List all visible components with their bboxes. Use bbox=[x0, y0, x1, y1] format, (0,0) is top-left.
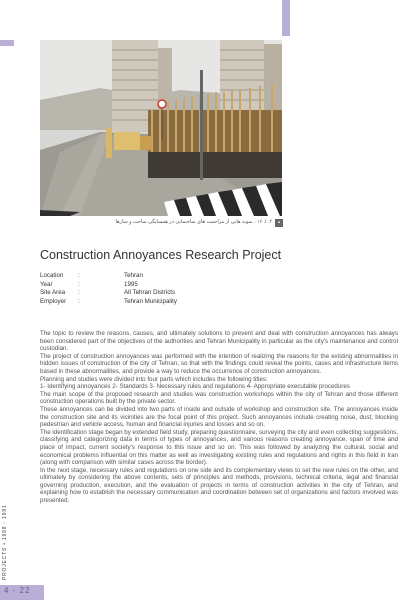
info-row-year bbox=[40, 281, 177, 290]
body-paragraph: Planning and studies were divided into four parts which includes the following titles: bbox=[40, 375, 268, 383]
vertical-section-label: PROJECTS • 1988 - 1991 bbox=[2, 504, 8, 580]
info-label: Employer bbox=[40, 297, 67, 305]
info-separator: : bbox=[78, 280, 80, 288]
info-row-site-area bbox=[40, 289, 177, 298]
accent-bar-left bbox=[0, 40, 14, 46]
body-paragraph: The main scope of the proposed research and studies was construction workshops within the city of Tehran and those different construction operations built by the private sector. bbox=[40, 390, 398, 406]
info-value: 1995 bbox=[124, 280, 138, 288]
caption-marker-icon: ▪ bbox=[275, 219, 283, 227]
project-description bbox=[40, 330, 398, 505]
page-number: 4 - 22 bbox=[4, 586, 31, 595]
body-paragraph: The identification stage began by extended field study, preparing questionnaire, surveying the city and even collecting suggestions, classifying and categorizing data in terms of types of annoyances, and various reasons creating annoyance, span of time and place of impact, current society's response to this issue and so on. This was followed by analyzing the cultural, social and economical problems influential on this matter as well as investigating existing rules and regulations and rights in this field in Iran (along with comparison with similar cases across the border). bbox=[40, 428, 398, 467]
info-value: All Tehran Districts bbox=[124, 289, 176, 296]
body-paragraph: 1- Identifying annoyances 2- Standards 3- Necessary rules and regulations 4- Appropriate executable procedures bbox=[40, 383, 350, 391]
info-label: Location bbox=[40, 272, 64, 279]
project-info bbox=[40, 272, 177, 306]
body-paragraph: In the next stage, necessary rules and regulations on one side and its complementary views to set the new rules on the other, and ultimately by considering the above contents, sets of principles and methods, provisions, technical criteria, legal and financial governing production, execution, and the evaluation of projects in terms of construction activities in the city of Tehran, and explaining how to establish the necessary communication and coordination between set of organizations and factors involved was presented. bbox=[40, 466, 398, 505]
body-paragraph: The project of construction annoyances was performed with the intention of realizing the reasons for the existing abnormalities in hidden issues of construction of the city of Tehran, so that with the findings could reveal the points, cases and infrastructure items based in these abnormalities, and provide a way to reduce the occurrence of construction annoyances. bbox=[40, 352, 398, 375]
photo-caption: ۲. ا. ۱۶ . نمونه هایی از مزاحمت های ساختمانی در همسایگی ساخت و سازها bbox=[115, 219, 272, 225]
info-label: Year bbox=[40, 280, 53, 288]
body-paragraph: The topic to review the reasons, causes, and ultimately solutions to prevent and deal with construction annoyances has always been considered part of the objectives of the authorities and Tehran Municipality in particular as the city's maintenance and control custodian. bbox=[40, 330, 398, 353]
body-paragraph: These annoyances can be divided into two parts of inside and outside of workshop and construction site. The annoyances inside the construction site and its vicinities are the focal point of this project. Such annoyances include creating noise, dust, blocking pedestrian and vehicle access, human and financial injuries and losses and so on. bbox=[40, 405, 398, 429]
construction-site-photo bbox=[40, 40, 282, 216]
info-row-employer bbox=[40, 298, 177, 307]
info-separator: : bbox=[78, 297, 80, 305]
accent-bar-top bbox=[282, 0, 290, 36]
info-label: Site Area bbox=[40, 289, 66, 296]
project-title: Construction Annoyances Research Project bbox=[40, 248, 282, 262]
info-row-location bbox=[40, 272, 177, 281]
info-separator: : bbox=[78, 289, 80, 296]
info-separator: : bbox=[78, 272, 80, 279]
info-value: Tehran Municipality bbox=[124, 297, 177, 305]
info-value: Tehran bbox=[124, 272, 143, 279]
